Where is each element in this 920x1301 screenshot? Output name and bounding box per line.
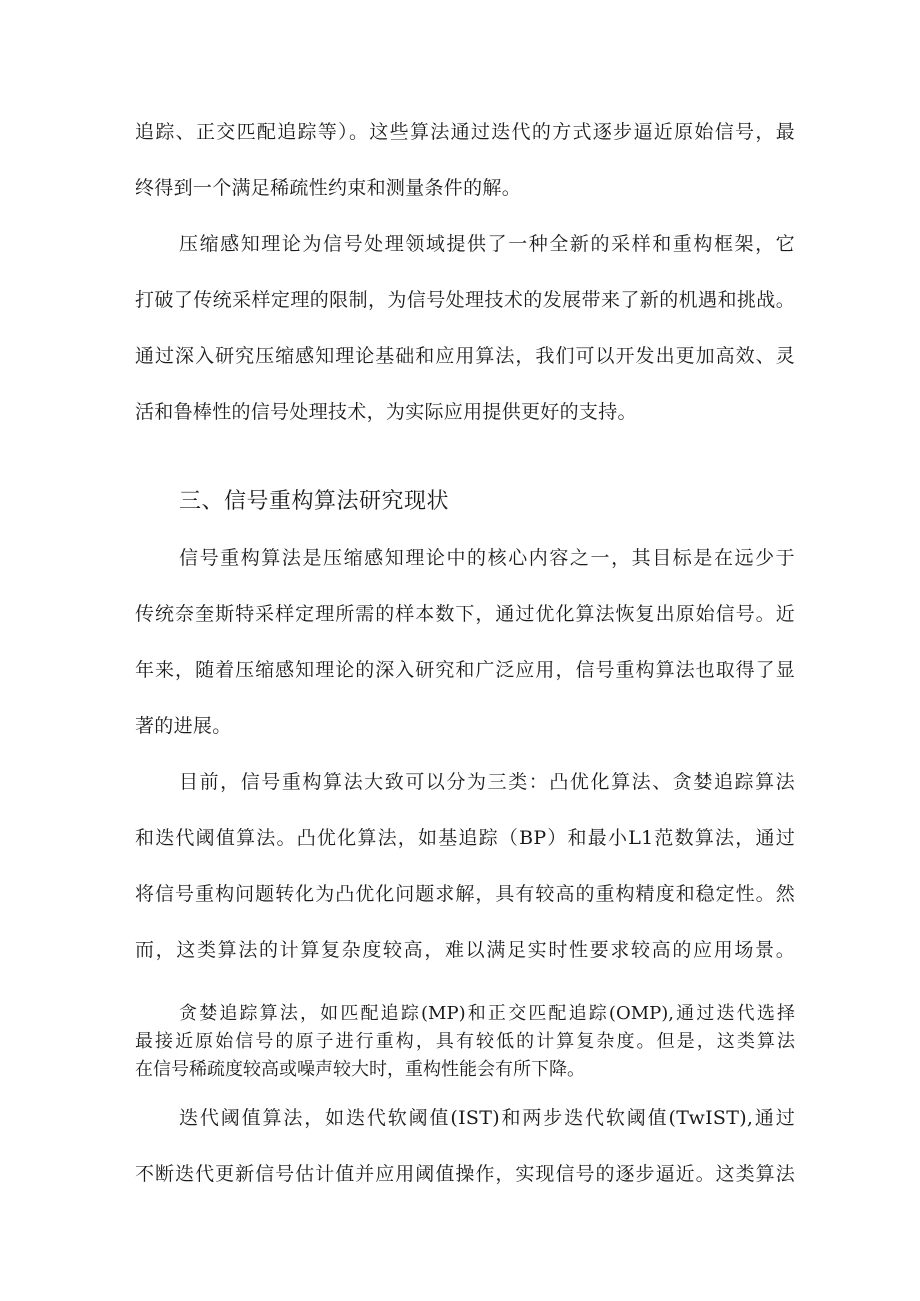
paragraph-6-line-1: 迭代阈值算法，如迭代软阈值(IST)和两步迭代软阈值(TwIST),通过 <box>179 1107 795 1129</box>
paragraph-4-line-4: 而，这类算法的计算复杂度较高，难以满足实时性要求较高的应用场景。 <box>135 939 795 961</box>
paragraph-5-line-2: 最接近原始信号的原子进行重构，具有较低的计算复杂度。但是，这类算法 <box>135 1031 795 1052</box>
paragraph-1-line-2: 终得到一个满足稀疏性约束和测量条件的解。 <box>135 177 522 199</box>
paragraph-6-line-2: 不断迭代更新信号估计值并应用阈值操作，实现信号的逐步逼近。这类算法 <box>135 1163 795 1185</box>
paragraph-3-line-2: 传统奈奎斯特采样定理所需的样本数下，通过优化算法恢复出原始信号。近 <box>135 603 795 625</box>
paragraph-2-line-2: 打破了传统采样定理的限制，为信号处理技术的发展带来了新的机遇和挑战。 <box>135 289 795 311</box>
paragraph-4-line-2: 和迭代阈值算法。凸优化算法，如基追踪（BP）和最小L1范数算法，通过 <box>135 827 795 849</box>
paragraph-2-line-4: 活和鲁棒性的信号处理技术，为实际应用提供更好的支持。 <box>135 401 637 423</box>
paragraph-5-line-3: 在信号稀疏度较高或噪声较大时，重构性能会有所下降。 <box>135 1059 585 1080</box>
paragraph-2-line-3: 通过深入研究压缩感知理论基础和应用算法，我们可以开发出更加高效、灵 <box>135 345 795 367</box>
paragraph-5-line-1: 贪婪追踪算法，如匹配追踪(MP)和正交匹配追踪(OMP),通过迭代选择 <box>179 1003 795 1024</box>
paragraph-3-line-3: 年来，随着压缩感知理论的深入研究和广泛应用，信号重构算法也取得了显 <box>135 659 795 681</box>
section-heading: 三、信号重构算法研究现状 <box>179 489 450 514</box>
paragraph-4-line-3: 将信号重构问题转化为凸优化问题求解，具有较高的重构精度和稳定性。然 <box>135 883 795 905</box>
paragraph-1-line-1: 追踪、正交匹配追踪等）。这些算法通过迭代的方式逐步逼近原始信号，最 <box>135 121 795 143</box>
paragraph-4-line-1: 目前，信号重构算法大致可以分为三类：凸优化算法、贪婪追踪算法 <box>179 771 795 793</box>
paragraph-2-line-1: 压缩感知理论为信号处理领域提供了一种全新的采样和重构框架，它 <box>179 233 795 255</box>
paragraph-3-line-1: 信号重构算法是压缩感知理论中的核心内容之一，其目标是在远少于 <box>179 547 795 569</box>
paragraph-3-line-4: 著的进展。 <box>135 715 232 737</box>
